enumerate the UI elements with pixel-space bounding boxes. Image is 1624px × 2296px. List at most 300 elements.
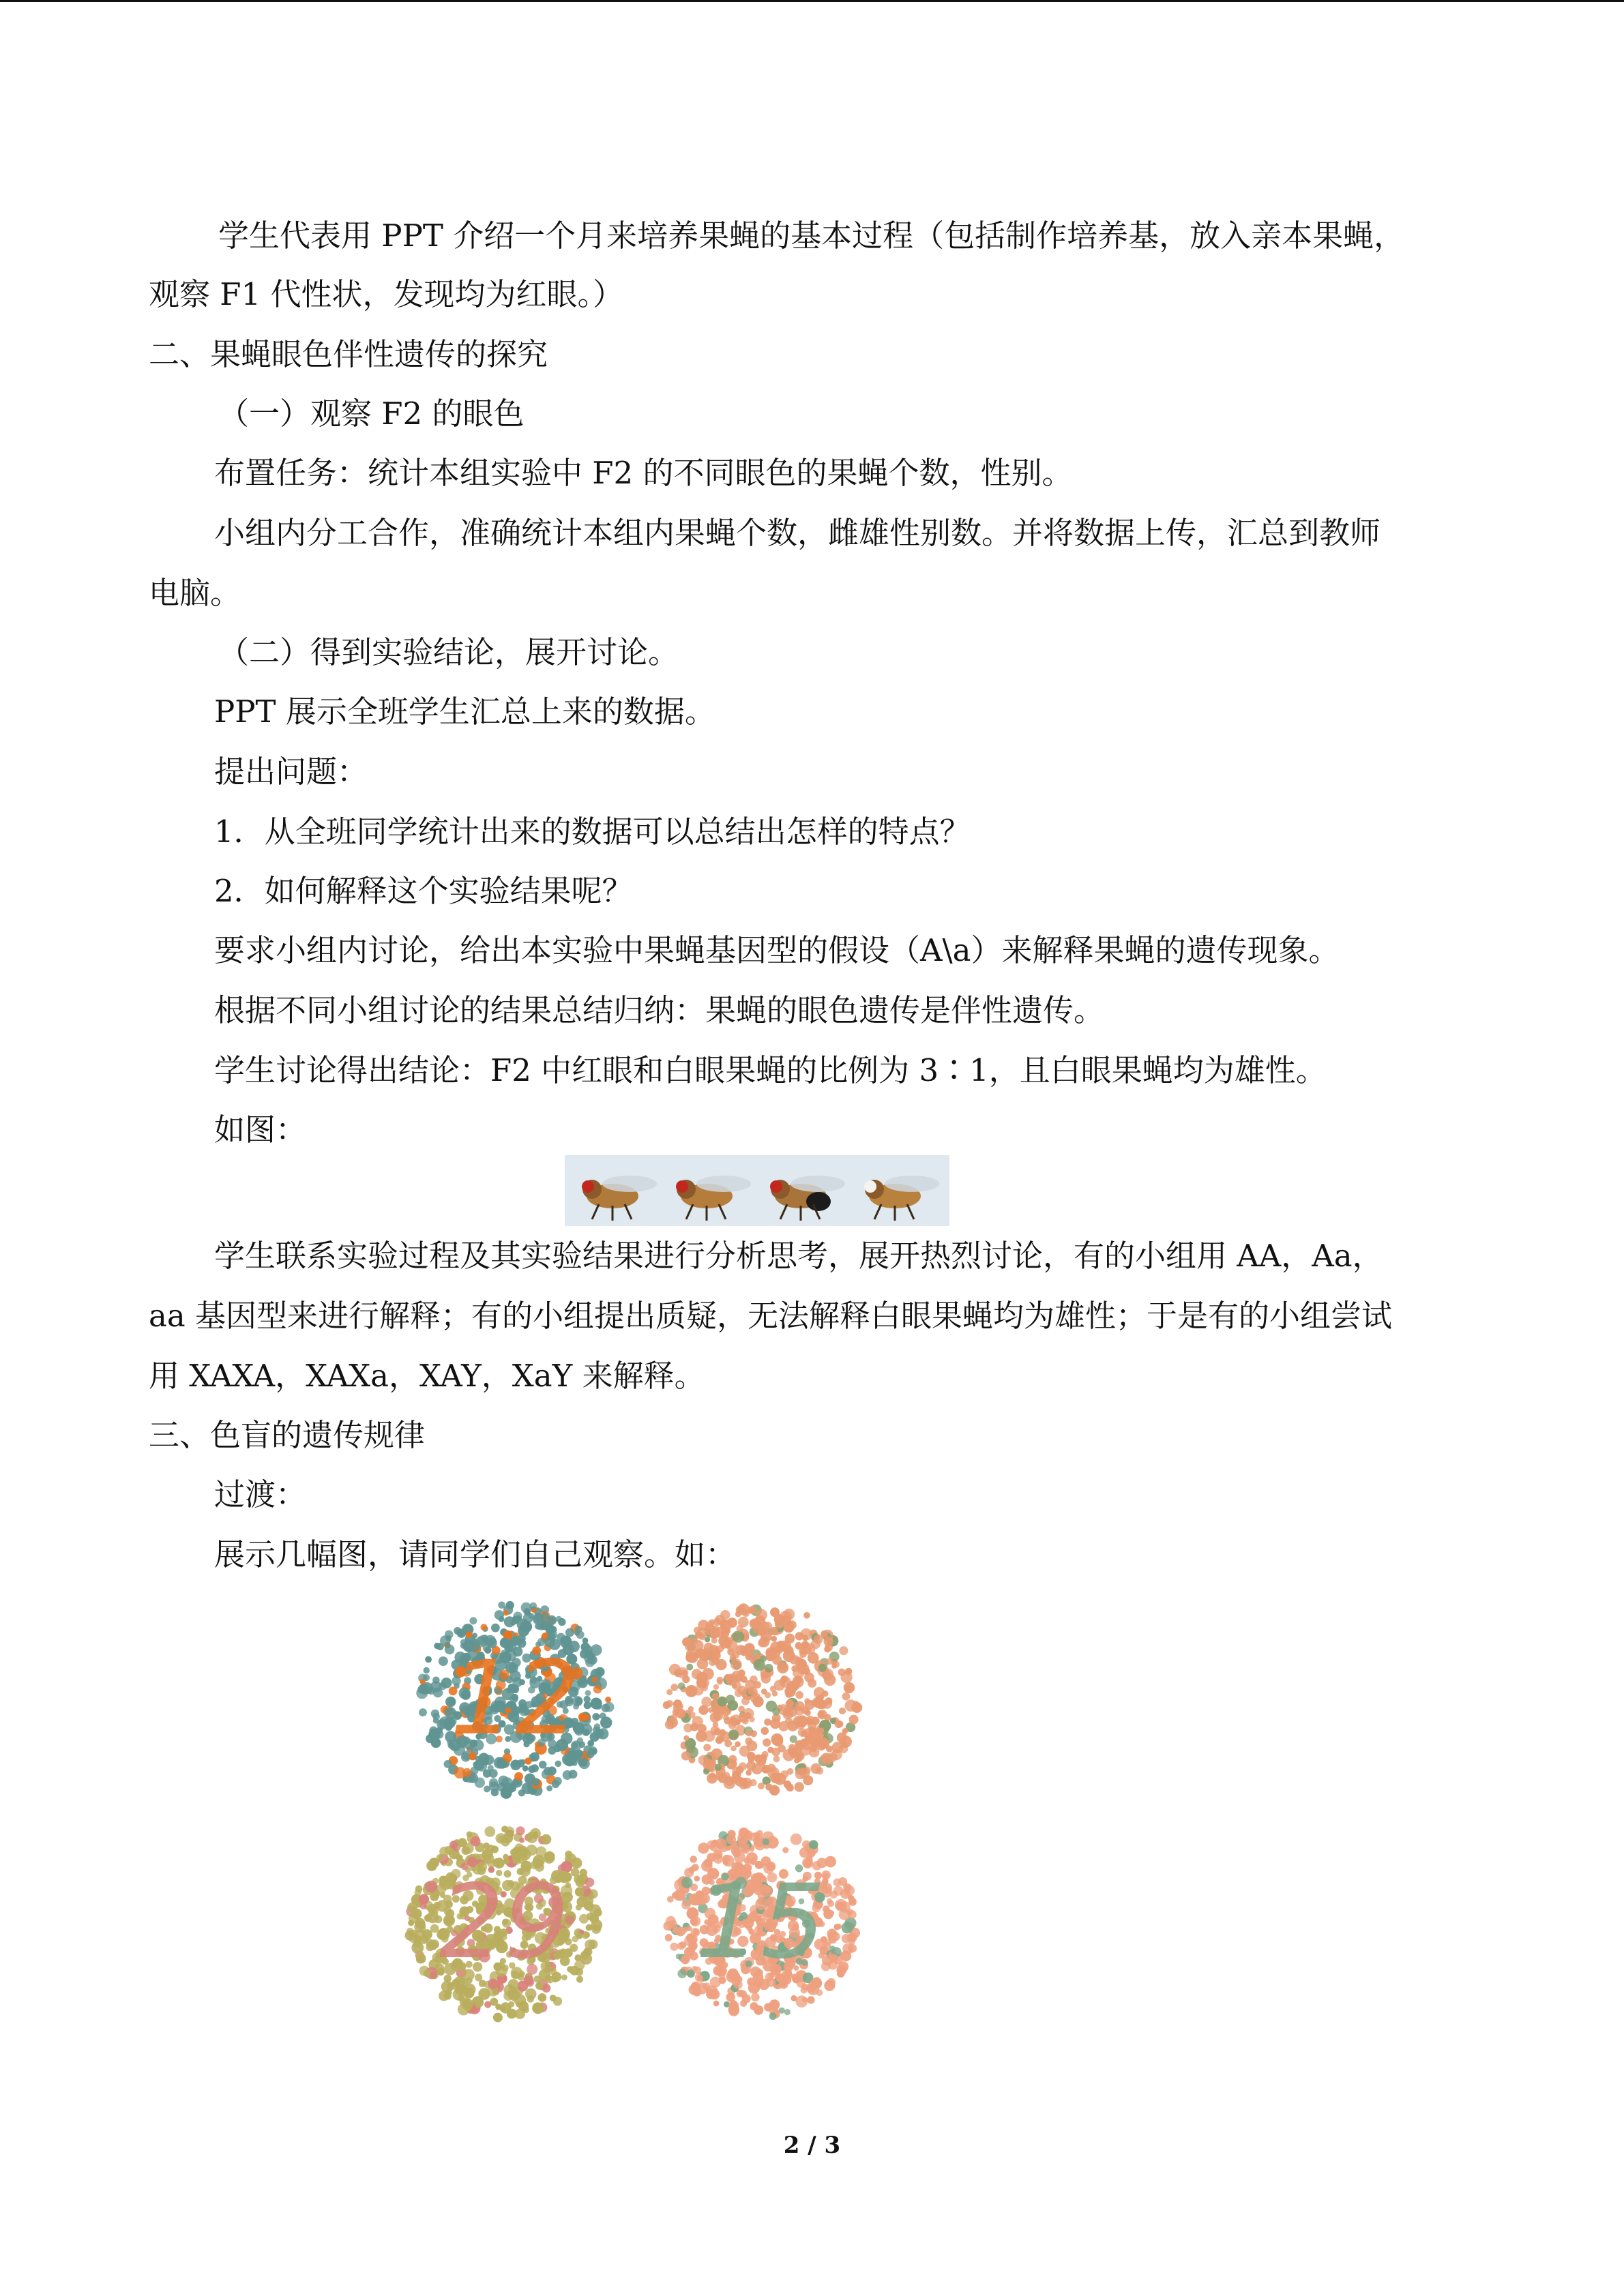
plate-dot bbox=[571, 1858, 582, 1868]
plate-dot bbox=[499, 2006, 505, 2012]
plate-dot bbox=[445, 1989, 452, 1996]
plate-dot bbox=[683, 1735, 689, 1741]
plate-dot bbox=[689, 1984, 700, 1995]
plate-dot bbox=[741, 1697, 750, 1705]
plate-dot bbox=[430, 1892, 439, 1902]
plate-dot bbox=[833, 1879, 842, 1887]
plate-dot bbox=[419, 1708, 427, 1716]
plate-dot bbox=[751, 1993, 760, 2002]
plate-dot bbox=[796, 1995, 808, 2008]
plate-dot bbox=[761, 1671, 769, 1680]
plate-dot bbox=[591, 1676, 597, 1682]
paragraph-intro: 学生代表用 PPT 介绍一个月来培养果蝇的基本过程（包括制作培养基，放入亲本果蝇， bbox=[218, 218, 1405, 254]
plate-dot bbox=[472, 1632, 477, 1638]
plate-dot bbox=[427, 1911, 439, 1924]
plate-dot bbox=[491, 1789, 499, 1796]
plate-dot bbox=[512, 1616, 520, 1624]
plate-dot bbox=[498, 1602, 505, 1609]
plate-dot bbox=[829, 1930, 837, 1937]
paragraph-show: 展示几幅图，请同学们自己观察。如： bbox=[214, 1536, 737, 1572]
question-1: 1．从全班同学统计出来的数据可以总结出怎样的特点？ bbox=[214, 814, 971, 850]
plate-dot bbox=[569, 1770, 578, 1778]
paragraph-figure-intro: 如图： bbox=[214, 1112, 307, 1148]
plate-dot bbox=[665, 1934, 673, 1941]
plate-dot bbox=[733, 1775, 740, 1783]
plate-dot bbox=[571, 1868, 580, 1877]
plate-dot bbox=[761, 1688, 767, 1695]
plate-dot bbox=[576, 1905, 582, 1911]
plate-dot bbox=[732, 1681, 741, 1690]
plate-dot bbox=[583, 1948, 592, 1956]
plate-dot bbox=[773, 1756, 780, 1763]
plate-dot bbox=[683, 1954, 691, 1962]
paragraph-transition: 过渡： bbox=[214, 1476, 307, 1512]
plate-dot bbox=[713, 1728, 721, 1735]
plate-dot bbox=[508, 2001, 514, 2008]
plate-dot bbox=[769, 1627, 778, 1635]
section-heading-3: 三、色盲的遗传规律 bbox=[149, 1417, 426, 1453]
plate-dot bbox=[527, 1995, 535, 2003]
subsection-heading-2-1: （一）观察 F2 的眼色 bbox=[218, 396, 525, 432]
plate-dot bbox=[414, 1921, 426, 1933]
plate-dot bbox=[739, 1762, 747, 1770]
plate-dot bbox=[666, 1689, 673, 1695]
plate-dot bbox=[576, 1976, 583, 1983]
plate-dot bbox=[686, 1926, 692, 1931]
plate-dot bbox=[670, 1684, 678, 1691]
plate-dot bbox=[760, 1622, 770, 1632]
plate-dot bbox=[556, 1616, 562, 1622]
plate-dot bbox=[591, 1698, 602, 1710]
plate-dot bbox=[484, 1826, 495, 1837]
plate-dot bbox=[697, 1724, 707, 1733]
plate-dot bbox=[482, 1849, 493, 1860]
plate-dot bbox=[469, 1617, 477, 1624]
plate-dot bbox=[584, 1900, 594, 1911]
plate-dot bbox=[518, 1789, 525, 1796]
plate-dot bbox=[818, 1727, 824, 1733]
plate-dot bbox=[466, 1631, 473, 1638]
plate-dot bbox=[845, 1668, 852, 1675]
plate-dot bbox=[570, 1966, 579, 1976]
plate-dot bbox=[799, 1847, 810, 1858]
plate-dot bbox=[818, 1738, 829, 1749]
question-2: 2．如何解释这个实验结果呢？ bbox=[214, 873, 633, 909]
plate-dot bbox=[572, 1760, 578, 1766]
plate-dot bbox=[827, 1900, 834, 1907]
plate-dot bbox=[822, 1690, 828, 1697]
plate-dot bbox=[409, 1913, 418, 1923]
paragraph-analysis-cont-1: aa 基因型来进行解释；有的小组提出质疑，无法解释白眼果蝇均为雄性；于是有的小组尝试 bbox=[149, 1298, 1392, 1334]
plate-dot bbox=[717, 1679, 723, 1685]
plate-dot bbox=[594, 1729, 604, 1738]
plate-dot bbox=[533, 1613, 544, 1623]
plate-dot bbox=[444, 1760, 452, 1768]
plate-dot bbox=[784, 2009, 791, 2015]
plate-dot bbox=[670, 1943, 678, 1951]
plate-dot bbox=[685, 1653, 694, 1661]
plate-dot bbox=[491, 1624, 500, 1632]
plate-dot bbox=[739, 1605, 745, 1611]
plate-dot bbox=[733, 1848, 741, 1857]
plate-dot bbox=[416, 1955, 424, 1963]
plate-dot bbox=[605, 1697, 611, 1703]
plate-dot bbox=[745, 1712, 752, 1719]
plate-dot bbox=[769, 2012, 777, 2020]
plate-dot bbox=[766, 1649, 772, 1655]
plate-dot bbox=[735, 1689, 743, 1697]
paragraph-ppt: PPT 展示全班学生汇总上来的数据。 bbox=[214, 694, 715, 730]
plate-dot bbox=[787, 1683, 797, 1693]
plate-dot bbox=[439, 1847, 449, 1857]
plate-dot bbox=[713, 1854, 723, 1864]
paragraph-group-cont: 电脑。 bbox=[149, 575, 241, 611]
page-number: 2 / 3 bbox=[783, 2132, 841, 2159]
plate-dot bbox=[803, 1668, 810, 1675]
plate-dot bbox=[679, 1941, 686, 1948]
plate-dot bbox=[475, 1778, 485, 1788]
plate-dot bbox=[797, 1716, 808, 1727]
plate-dot bbox=[431, 1710, 439, 1718]
plate-dot bbox=[747, 1740, 758, 1751]
plate-dot bbox=[713, 1711, 723, 1720]
plate-dot bbox=[771, 1636, 777, 1642]
plate-dot bbox=[480, 1624, 487, 1630]
plate-dot bbox=[565, 1851, 572, 1858]
plate-dot bbox=[756, 1840, 763, 1847]
plate-dot bbox=[681, 1877, 693, 1888]
plate-dot bbox=[713, 2001, 720, 2007]
plate-dot bbox=[532, 2002, 544, 2014]
plate-dot bbox=[811, 1639, 821, 1649]
plate-dot bbox=[720, 1620, 728, 1628]
plate-dot bbox=[765, 1783, 772, 1790]
plate-dot bbox=[594, 1909, 602, 1917]
plate-dot bbox=[445, 1630, 454, 1639]
plate-dot bbox=[683, 1723, 692, 1732]
plate-dot bbox=[809, 1840, 818, 1849]
plate-dot bbox=[424, 1970, 430, 1977]
plate-dot bbox=[746, 1730, 752, 1736]
plate-dot bbox=[697, 1658, 709, 1670]
plate-dot bbox=[802, 1635, 808, 1641]
plate-dot bbox=[780, 1611, 792, 1623]
plate-dot bbox=[593, 1685, 602, 1694]
plate-dot bbox=[722, 1855, 730, 1862]
plate-dot bbox=[728, 1729, 739, 1740]
plate-dot bbox=[430, 1939, 439, 1949]
plate-dot bbox=[686, 1664, 693, 1671]
paragraph-analysis-cont-2: 用 XAXA，XAXa，XAY，XaY 来解释。 bbox=[149, 1358, 705, 1394]
plate-dot bbox=[489, 1778, 498, 1787]
plate-dot bbox=[791, 1834, 802, 1845]
plate-dot bbox=[728, 2004, 739, 2015]
plate-dot bbox=[667, 1717, 678, 1728]
plate-dot bbox=[688, 1706, 694, 1712]
plate-dot bbox=[799, 1648, 806, 1654]
paragraph-requirement: 要求小组内讨论，给出本实验中果蝇基因型的假设（A\a）来解释果蝇的遗传现象。 bbox=[214, 932, 1340, 968]
plate-dot bbox=[754, 1681, 761, 1688]
plate-dot bbox=[803, 1775, 813, 1785]
plate-dot bbox=[748, 1757, 754, 1763]
plate-dot bbox=[698, 1705, 708, 1715]
plate-dot bbox=[763, 1838, 769, 1845]
plate-dot bbox=[767, 1747, 773, 1753]
plate-dot bbox=[535, 1982, 544, 1990]
plate-dot bbox=[586, 1924, 593, 1931]
plate-dot bbox=[753, 1659, 765, 1671]
plate-dot bbox=[600, 1716, 612, 1728]
plate-dot bbox=[758, 1783, 765, 1789]
plate-dot bbox=[424, 1667, 430, 1673]
plate-dot bbox=[771, 1733, 783, 1746]
plate-dot bbox=[791, 1995, 797, 2001]
plate-dot bbox=[672, 1892, 678, 1898]
plate-dot bbox=[842, 1943, 853, 1954]
plate-dot bbox=[589, 1939, 598, 1949]
plate-dot bbox=[750, 1619, 759, 1628]
plate-dot bbox=[522, 1849, 529, 1855]
plate-dot bbox=[454, 1627, 461, 1635]
plate-dot bbox=[681, 1751, 690, 1760]
plate-dot bbox=[584, 1696, 591, 1703]
plate-dot bbox=[501, 1826, 508, 1833]
plate-dot bbox=[832, 1660, 840, 1668]
plate-dot bbox=[501, 1838, 510, 1847]
plate-dot bbox=[726, 1640, 738, 1652]
plate-dot bbox=[776, 1644, 784, 1653]
subsection-heading-2-2: （二）得到实验结论，展开讨论。 bbox=[218, 634, 679, 670]
plate-dot bbox=[737, 1990, 744, 1997]
plate-dot bbox=[497, 1783, 505, 1791]
plate-dot bbox=[435, 1730, 443, 1738]
plate-dot bbox=[726, 1834, 736, 1844]
plate-dot bbox=[462, 1768, 472, 1778]
plate-dot bbox=[602, 1704, 610, 1712]
plate-dot bbox=[585, 1690, 591, 1696]
plate-dot bbox=[507, 1991, 516, 1999]
plate-dot bbox=[587, 1740, 594, 1747]
plate-dot bbox=[407, 1928, 414, 1935]
plate-number: 12 bbox=[449, 1639, 580, 1758]
plate-dot bbox=[808, 1720, 817, 1730]
plate-dot bbox=[764, 1718, 771, 1726]
paragraph-analysis: 学生联系实验过程及其实验结果进行分析思考，展开热烈讨论，有的小组用 AA，Aa， bbox=[214, 1238, 1383, 1274]
plate-dot bbox=[825, 1856, 836, 1868]
plate-dot bbox=[494, 1610, 504, 1620]
plate-dot bbox=[712, 1652, 721, 1660]
plate-dot bbox=[787, 1768, 794, 1775]
plate-dot bbox=[434, 1643, 440, 1649]
plate-dot bbox=[471, 1836, 481, 1847]
plate-dot bbox=[516, 2001, 521, 2007]
plate-dot bbox=[803, 1728, 815, 1740]
plate-dot bbox=[750, 1693, 761, 1703]
plate-dot bbox=[484, 1786, 490, 1793]
color-blindness-plates bbox=[392, 1589, 870, 2032]
plate-dot bbox=[548, 1766, 557, 1775]
plate-dot bbox=[678, 1682, 685, 1690]
plate-dot bbox=[707, 1840, 716, 1849]
plate-dot bbox=[756, 1830, 763, 1837]
plate-dot bbox=[525, 1757, 531, 1764]
plate-dot bbox=[555, 1761, 561, 1768]
plate-dot bbox=[803, 1612, 810, 1619]
plate-dot bbox=[810, 1763, 821, 1774]
plate-dot bbox=[839, 1646, 848, 1655]
plate-dot bbox=[420, 1903, 427, 1909]
plate-dot bbox=[544, 1851, 555, 1862]
plate-dot bbox=[687, 1946, 696, 1955]
plate-dot bbox=[821, 1753, 831, 1764]
plate-dot bbox=[419, 1936, 428, 1944]
plate-dot bbox=[825, 1643, 833, 1652]
plate-dot bbox=[439, 1656, 448, 1666]
plate-dot bbox=[853, 1701, 859, 1707]
plate-dot bbox=[458, 1995, 465, 2001]
plate-dot bbox=[583, 1645, 593, 1654]
plate-dot bbox=[782, 1847, 788, 1853]
plate-dot bbox=[707, 1773, 718, 1784]
plate-dot bbox=[715, 1838, 726, 1849]
plate-dot bbox=[842, 1728, 848, 1734]
plate-dot bbox=[703, 1744, 711, 1751]
plate-dot bbox=[769, 1999, 780, 2010]
plate-dot bbox=[676, 1927, 685, 1937]
plate-dot bbox=[520, 1621, 532, 1633]
plate-dot bbox=[804, 1698, 810, 1704]
plate-dot bbox=[838, 1961, 849, 1972]
plate-dot bbox=[473, 1760, 484, 1771]
plate-dot bbox=[812, 1697, 824, 1708]
plate-dot bbox=[805, 1710, 811, 1716]
plate-dot bbox=[550, 1626, 557, 1633]
plate-dot bbox=[744, 1643, 754, 1653]
plate-dot bbox=[770, 1607, 780, 1617]
section-heading-2: 二、果蝇眼色伴性遗传的探究 bbox=[149, 336, 548, 372]
plate-dot bbox=[839, 1708, 846, 1714]
plate-dot bbox=[810, 1745, 817, 1753]
plate-dot bbox=[530, 1828, 541, 1839]
plate-dot bbox=[778, 1745, 786, 1753]
plate-dot bbox=[584, 1932, 590, 1938]
plate-dot bbox=[415, 1889, 422, 1896]
plate-dot bbox=[829, 1891, 838, 1899]
plate-dot bbox=[666, 1916, 676, 1926]
plate-dot bbox=[734, 1719, 741, 1726]
plate-dot bbox=[787, 1785, 794, 1791]
plate-dot bbox=[720, 1731, 730, 1742]
plate-dot bbox=[737, 1833, 748, 1844]
paragraph-ask: 提出问题： bbox=[214, 754, 368, 790]
plate-dot bbox=[808, 1652, 819, 1664]
plate-dot bbox=[818, 1664, 827, 1672]
plate-dot bbox=[713, 1684, 719, 1690]
plate-dot bbox=[574, 1954, 581, 1961]
plate-dot bbox=[425, 1656, 432, 1663]
paragraph-group: 小组内分工合作，准确统计本组内果蝇个数，雌雄性别数。并将数据上传，汇总到教师 bbox=[214, 515, 1381, 551]
plate-dot bbox=[449, 1840, 458, 1849]
plate-dot bbox=[696, 1672, 708, 1684]
plate-dot bbox=[588, 1655, 597, 1665]
plate-dot bbox=[807, 1996, 814, 2003]
plate-dot bbox=[844, 1885, 855, 1896]
plate-dot bbox=[785, 1718, 793, 1725]
plate-dot bbox=[756, 1609, 767, 1621]
plate-dot bbox=[828, 1910, 834, 1916]
plate-dot bbox=[829, 1954, 838, 1963]
plate-dot bbox=[807, 1983, 819, 1995]
plate-dot bbox=[706, 1621, 714, 1629]
plate-dot bbox=[795, 1755, 801, 1761]
plate-dot bbox=[576, 1933, 583, 1939]
plate-number: 29 bbox=[439, 1863, 570, 1982]
plate-dot bbox=[419, 1684, 430, 1695]
plate-dot bbox=[692, 1638, 698, 1644]
paragraph-conclusion: 学生讨论得出结论：F2 中红眼和白眼果蝇的比例为 3∶1，且白眼果蝇均为雄性。 bbox=[214, 1052, 1327, 1088]
plate-dot bbox=[795, 1701, 804, 1711]
plate-dot bbox=[754, 2006, 763, 2015]
plate-dot bbox=[838, 1669, 846, 1676]
plate-dot bbox=[531, 1778, 540, 1786]
plate-dot bbox=[737, 1625, 743, 1632]
plate-dot bbox=[488, 1765, 494, 1771]
plate-dot bbox=[848, 1910, 857, 1919]
plate-dot bbox=[762, 1751, 769, 1758]
plate-dot bbox=[552, 1780, 560, 1788]
plate-dot bbox=[833, 1924, 840, 1930]
plate-dot bbox=[849, 1715, 859, 1725]
plate-dot bbox=[706, 1985, 718, 1997]
plate-dot bbox=[516, 1826, 525, 1835]
plate-dot bbox=[818, 1711, 825, 1718]
plate-dot bbox=[844, 1682, 855, 1694]
plate-dot bbox=[538, 1993, 547, 2002]
plate-dot bbox=[503, 1854, 509, 1860]
plate-dot bbox=[425, 1881, 437, 1893]
plate-dot bbox=[426, 1860, 437, 1871]
plate-dot bbox=[677, 1969, 687, 1979]
plate-dot bbox=[761, 1727, 769, 1735]
plate-dot bbox=[585, 1877, 595, 1887]
plate-dot bbox=[704, 1731, 715, 1742]
plate-dot bbox=[528, 1765, 535, 1773]
plate-dot bbox=[439, 1716, 451, 1728]
plate-dot bbox=[591, 1924, 601, 1934]
plate-dot bbox=[779, 2008, 785, 2014]
plate-dot bbox=[842, 1693, 851, 1701]
plate-dot bbox=[539, 1761, 547, 1769]
plate-dot bbox=[553, 1997, 562, 2006]
plate-dot bbox=[789, 1655, 799, 1665]
plate-dot bbox=[677, 1667, 689, 1679]
fruit-fly-image bbox=[565, 1155, 949, 1226]
plate-dot bbox=[546, 1785, 552, 1791]
plate-dot bbox=[835, 1720, 843, 1729]
plate-dot bbox=[837, 1733, 847, 1743]
plate-dot bbox=[592, 1713, 600, 1720]
plate-dot bbox=[541, 1834, 551, 1845]
plate-dot bbox=[579, 1758, 590, 1769]
plate-dot bbox=[741, 1676, 748, 1683]
plate-dot bbox=[754, 1755, 763, 1763]
plate-dot bbox=[696, 1650, 705, 1658]
plate-dot bbox=[517, 1759, 525, 1768]
plate-dot bbox=[763, 1738, 771, 1746]
plate-dot bbox=[529, 1602, 537, 1610]
plate-dot bbox=[505, 1787, 512, 1794]
plate-dot bbox=[730, 1659, 742, 1671]
